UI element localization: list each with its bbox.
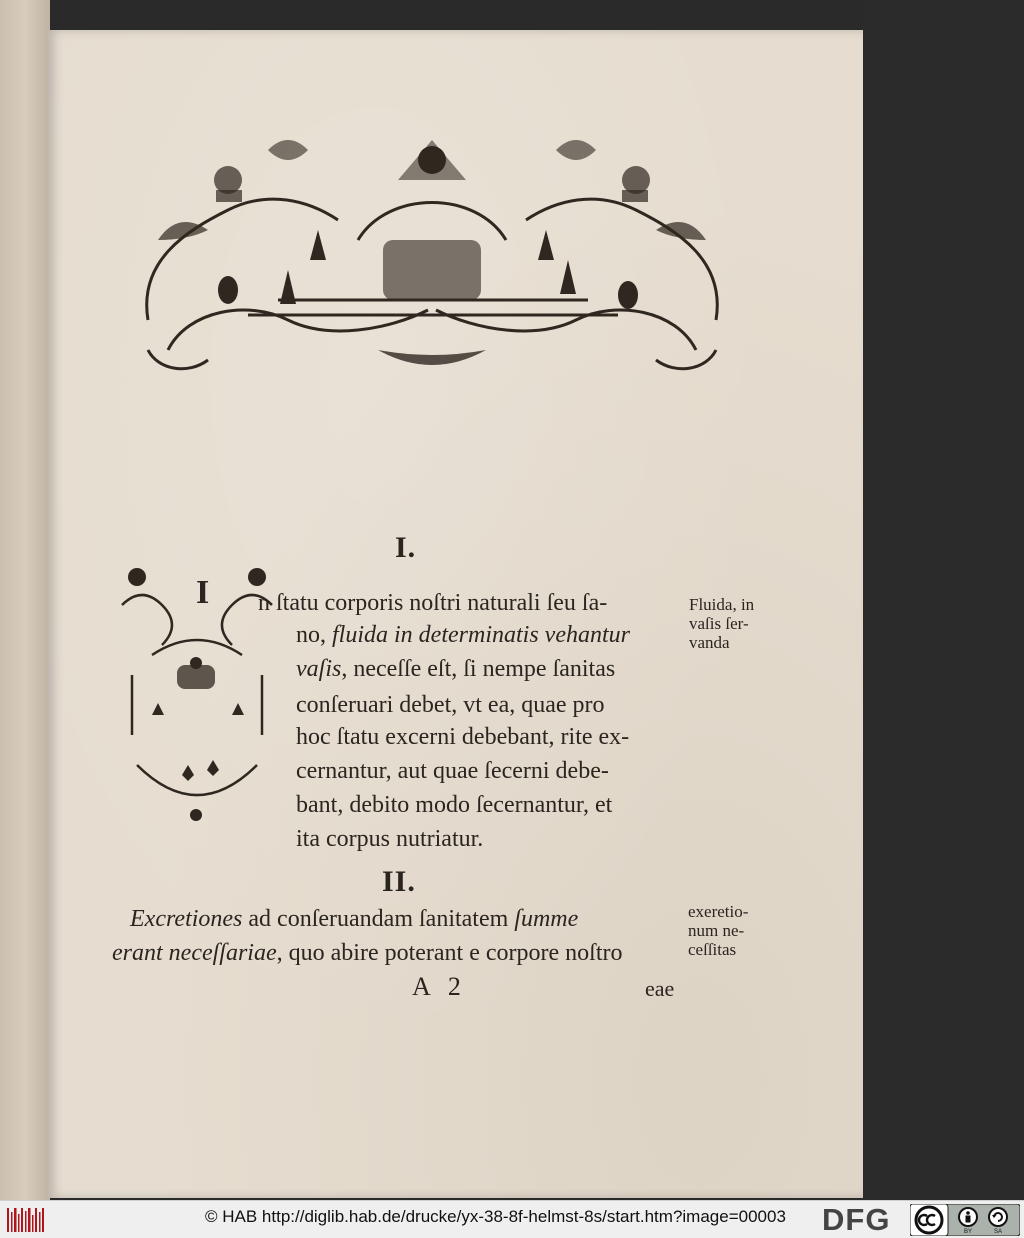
section-heading-1: I. — [395, 531, 417, 564]
para1-line-3: vaſis, neceſſe eſt, ſi nempe ſanitas — [296, 656, 616, 682]
para1-line-1: n ſtatu corporis noſtri naturali ſeu ſa- — [258, 590, 608, 616]
sa-icon — [989, 1208, 1007, 1226]
footer-bar — [0, 1200, 1024, 1238]
initial-letter: I — [196, 574, 210, 611]
by-icon — [959, 1208, 977, 1226]
para1-line-5: hoc ſtatu excerni debebant, rite ex- — [296, 724, 630, 750]
by-label: BY — [963, 1229, 973, 1235]
headpiece-ornament — [128, 120, 736, 382]
para1-line-8: ita corpus nutriatur. — [296, 826, 484, 852]
para2-line-1: Excretiones ad conſeruandam ſanitatem ſumme — [130, 906, 579, 932]
cc-license-badge[interactable] — [910, 1204, 1020, 1236]
para1-line-4: conſeruari debet, vt ea, quae pro — [296, 692, 605, 718]
section-heading-2: II. — [382, 865, 416, 898]
para1-line-2: no, fluida in determinatis vehantur — [296, 622, 630, 648]
para2-line-2: erant neceſſariae, quo abire poterant e corpore noſtro — [112, 940, 623, 966]
signature-mark: A 2 — [412, 972, 467, 1001]
cc-icon — [916, 1207, 942, 1233]
para1-line-7: bant, debito modo ſecernantur, et — [296, 792, 613, 818]
margin-note-1: Fluida, in vaſis ſer- vanda — [689, 595, 755, 652]
scan-margin-dark — [863, 0, 1024, 1200]
margin-note-2: exeretio- num ne- ceſſitas — [688, 902, 749, 959]
dfg-logo: DFG — [822, 1202, 891, 1237]
sa-label: SA — [993, 1229, 1003, 1235]
facing-page-edge — [0, 0, 50, 1200]
para1-line-6: cernantur, aut quae ſecerni debe- — [296, 758, 609, 784]
hab-barcode-logo-icon — [6, 1206, 46, 1234]
copyright-credit-link[interactable]: © HAB http://diglib.hab.de/drucke/yx-38-8f-helmst-8s/start.htm?image=00003 — [205, 1207, 786, 1226]
catchword: eae — [645, 976, 675, 1001]
